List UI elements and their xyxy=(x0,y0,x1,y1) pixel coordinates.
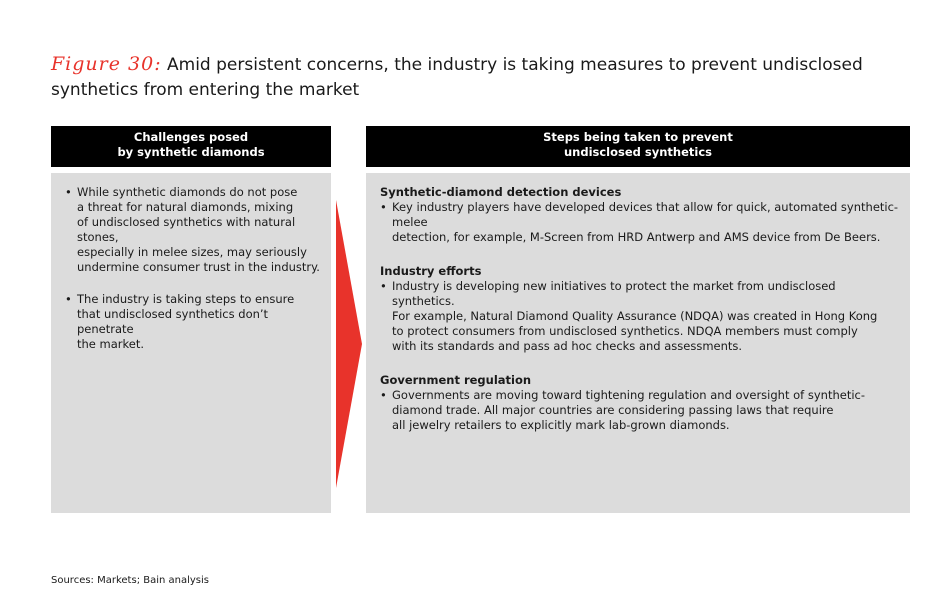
bullet-dot-icon: • xyxy=(65,185,72,199)
step-bullet xyxy=(380,279,900,354)
bullet-dot-icon: • xyxy=(380,388,387,402)
section-title: Industry efforts xyxy=(380,264,482,278)
bullet-line: a threat for natural diamonds, mixing xyxy=(77,200,294,214)
bullet-line: undermine consumer trust in the industry. xyxy=(77,260,320,274)
step-bullet xyxy=(380,388,900,433)
bullet-line: detection, for example, M-Screen from HRD Antwerp and AMS device from De Beers. xyxy=(392,230,881,244)
figure-title xyxy=(51,52,931,103)
figure-label: Figure 30: xyxy=(51,53,162,75)
bullet-line: diamond trade. All major countries are considering passing laws that require xyxy=(392,403,834,417)
bullet-line: Key industry players have developed devices that allow for quick, automated synthetic-melee xyxy=(392,200,899,229)
steps-section xyxy=(380,185,900,245)
steps-panel xyxy=(366,173,910,513)
right-column-header xyxy=(366,126,910,167)
bullet-dot-icon: • xyxy=(380,279,387,293)
left-header-line: by synthetic diamonds xyxy=(117,145,265,159)
challenges-panel xyxy=(51,173,331,513)
right-header-line: undisclosed synthetics xyxy=(563,145,713,159)
bullet-line: all jewelry retailers to explicitly mark lab-grown diamonds. xyxy=(392,418,730,432)
bullet-line: of undisclosed synthetics with natural stones, xyxy=(77,215,296,244)
bullet-dot-icon: • xyxy=(65,292,72,306)
section-title: Synthetic-diamond detection devices xyxy=(380,185,622,199)
bullet-line: Industry is developing new initiatives to protect the market from undisclosed synthetics. xyxy=(392,279,836,308)
left-header-line: Challenges posed xyxy=(133,130,249,144)
bullet-line: to protect consumers from undisclosed synthetics. NDQA members must comply xyxy=(392,324,858,338)
figure-title-text: Amid persistent concerns, the industry is taking measures to prevent undisclosed synthetics from entering the market xyxy=(51,55,863,100)
step-bullet xyxy=(380,200,900,245)
challenge-bullet xyxy=(65,292,323,352)
section-title: Government regulation xyxy=(380,373,532,387)
bullet-line: For example, Natural Diamond Quality Assurance (NDQA) was created in Hong Kong xyxy=(392,309,878,323)
bullet-line: While synthetic diamonds do not pose xyxy=(77,185,298,199)
right-header-line: Steps being taken to prevent xyxy=(543,130,733,144)
bullet-line: that undisclosed synthetics don’t penetrate xyxy=(77,307,269,336)
sources-note: Sources: Markets; Bain analysis xyxy=(51,575,210,586)
bullet-line: the market. xyxy=(77,337,144,351)
bullet-dot-icon: • xyxy=(380,200,387,214)
steps-section xyxy=(380,373,900,433)
steps-section xyxy=(380,264,900,354)
bullet-line: especially in melee sizes, may seriously xyxy=(77,245,307,259)
left-column-header xyxy=(51,126,331,167)
bullet-line: with its standards and pass ad hoc checks and assessments. xyxy=(392,339,743,353)
right-arrow-icon xyxy=(336,200,362,488)
bullet-line: Governments are moving toward tightening regulation and oversight of synthetic- xyxy=(392,388,865,402)
bullet-line: The industry is taking steps to ensure xyxy=(77,292,295,306)
challenge-bullet xyxy=(65,185,323,275)
